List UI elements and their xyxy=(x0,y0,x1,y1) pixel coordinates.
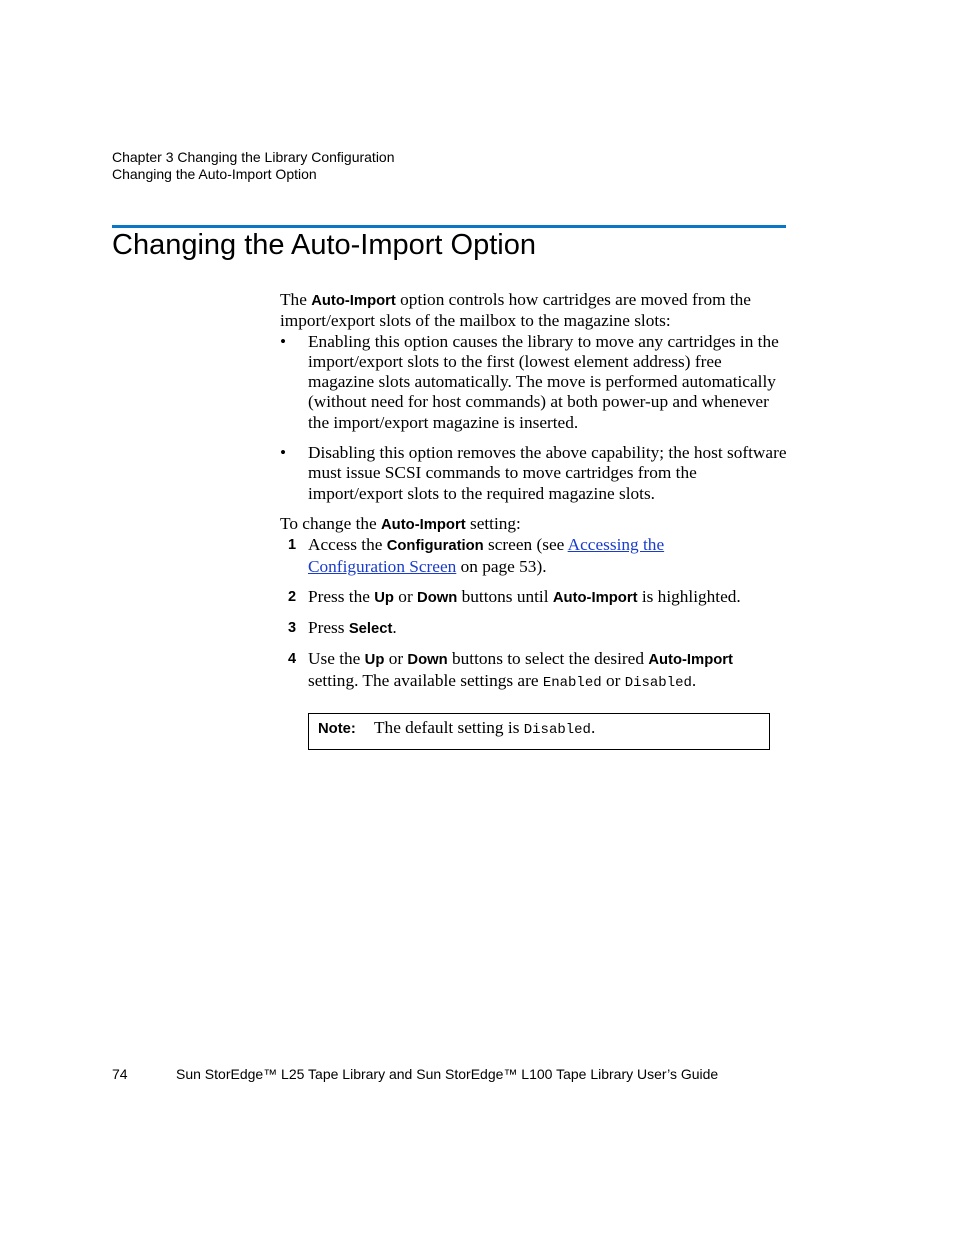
link-text[interactable]: Accessing the xyxy=(567,535,665,555)
down-button-term: Down xyxy=(417,589,458,606)
bullet-item xyxy=(280,332,790,433)
page-title: Changing the Auto-Import Option xyxy=(112,229,536,261)
bullet-text: Enabling this option causes the library to move any cartridges in the import/export slots to the first (lowest element address) free magazine slots automatically. The move is performed automatically (without need for host commands) at both power-up and whenever the import/export magazine is inserted. xyxy=(308,331,779,432)
auto-import-term: Auto-Import xyxy=(381,516,466,533)
auto-import-term: Auto-Import xyxy=(648,652,733,669)
step-number: 2 xyxy=(288,588,297,605)
up-button-term: Up xyxy=(364,652,385,669)
step-number: 1 xyxy=(288,537,297,554)
down-button-term: Down xyxy=(407,652,448,669)
intro-text: option controls how cartridges are moved from the import/export slots of the mailbox to the magazine slots: xyxy=(280,290,751,331)
step-text: screen (see xyxy=(483,535,568,555)
page-body xyxy=(280,290,790,750)
auto-import-term: Auto-Import xyxy=(552,589,638,606)
configuration-term: Configuration xyxy=(386,538,484,555)
auto-import-term: Auto-Import xyxy=(311,293,396,309)
enabled-code: Enabled xyxy=(542,674,602,691)
disabled-code: Disabled xyxy=(624,674,692,691)
bullet-marker: • xyxy=(280,443,287,463)
up-button-term: Up xyxy=(374,589,394,606)
step-text: buttons to select the desired xyxy=(447,649,649,669)
select-button-term: Select xyxy=(348,621,393,638)
step-text: Press the xyxy=(308,586,375,606)
step-text: buttons until xyxy=(457,586,553,606)
step-text: setting. The available settings are xyxy=(308,670,543,690)
intro-paragraph xyxy=(280,290,790,332)
instruction-text: To change the xyxy=(280,513,381,533)
step-text: Press xyxy=(308,618,349,638)
running-header xyxy=(112,149,395,183)
header-section-line: Changing the Auto-Import Option xyxy=(112,166,317,182)
step-text: or xyxy=(601,670,625,690)
step-text: . xyxy=(392,618,397,638)
step-item xyxy=(280,535,790,577)
bullet-item xyxy=(280,443,790,504)
step-item xyxy=(280,587,790,608)
page-footer xyxy=(112,1066,812,1083)
step-text: . xyxy=(691,670,697,690)
note-box xyxy=(308,713,770,750)
bullet-marker: • xyxy=(280,331,287,351)
intro-text: The xyxy=(280,290,312,309)
bullet-text: Disabling this option removes the above capability; the host software must issue SCSI commands to move cartridges from the import/export slots to the required magazine slots. xyxy=(308,443,787,503)
header-chapter-line: Chapter 3 Changing the Library Configuration xyxy=(112,149,395,165)
instruction-intro xyxy=(280,514,790,535)
instruction-text: setting: xyxy=(465,513,521,533)
book-title: Sun StorEdge™ L25 Tape Library and Sun StorEdge™ L100 Tape Library User’s Guide xyxy=(176,1066,719,1082)
page-number: 74 xyxy=(112,1066,128,1082)
step-text: Use the xyxy=(308,649,365,669)
step-text: is highlighted. xyxy=(637,586,741,606)
note-text: . xyxy=(590,718,596,738)
step-text: Access the xyxy=(308,535,387,555)
note-text: The default setting is xyxy=(374,718,524,738)
step-number: 3 xyxy=(288,620,297,637)
disabled-code: Disabled xyxy=(523,722,591,739)
step-text: or xyxy=(393,586,418,606)
step-number: 4 xyxy=(288,651,297,668)
step-item xyxy=(280,649,790,693)
link-text[interactable]: Configuration Screen xyxy=(308,556,457,576)
step-text: or xyxy=(384,649,408,669)
step-item xyxy=(280,618,790,639)
step-text: on page 53). xyxy=(456,556,547,576)
note-label: Note: xyxy=(318,721,356,738)
